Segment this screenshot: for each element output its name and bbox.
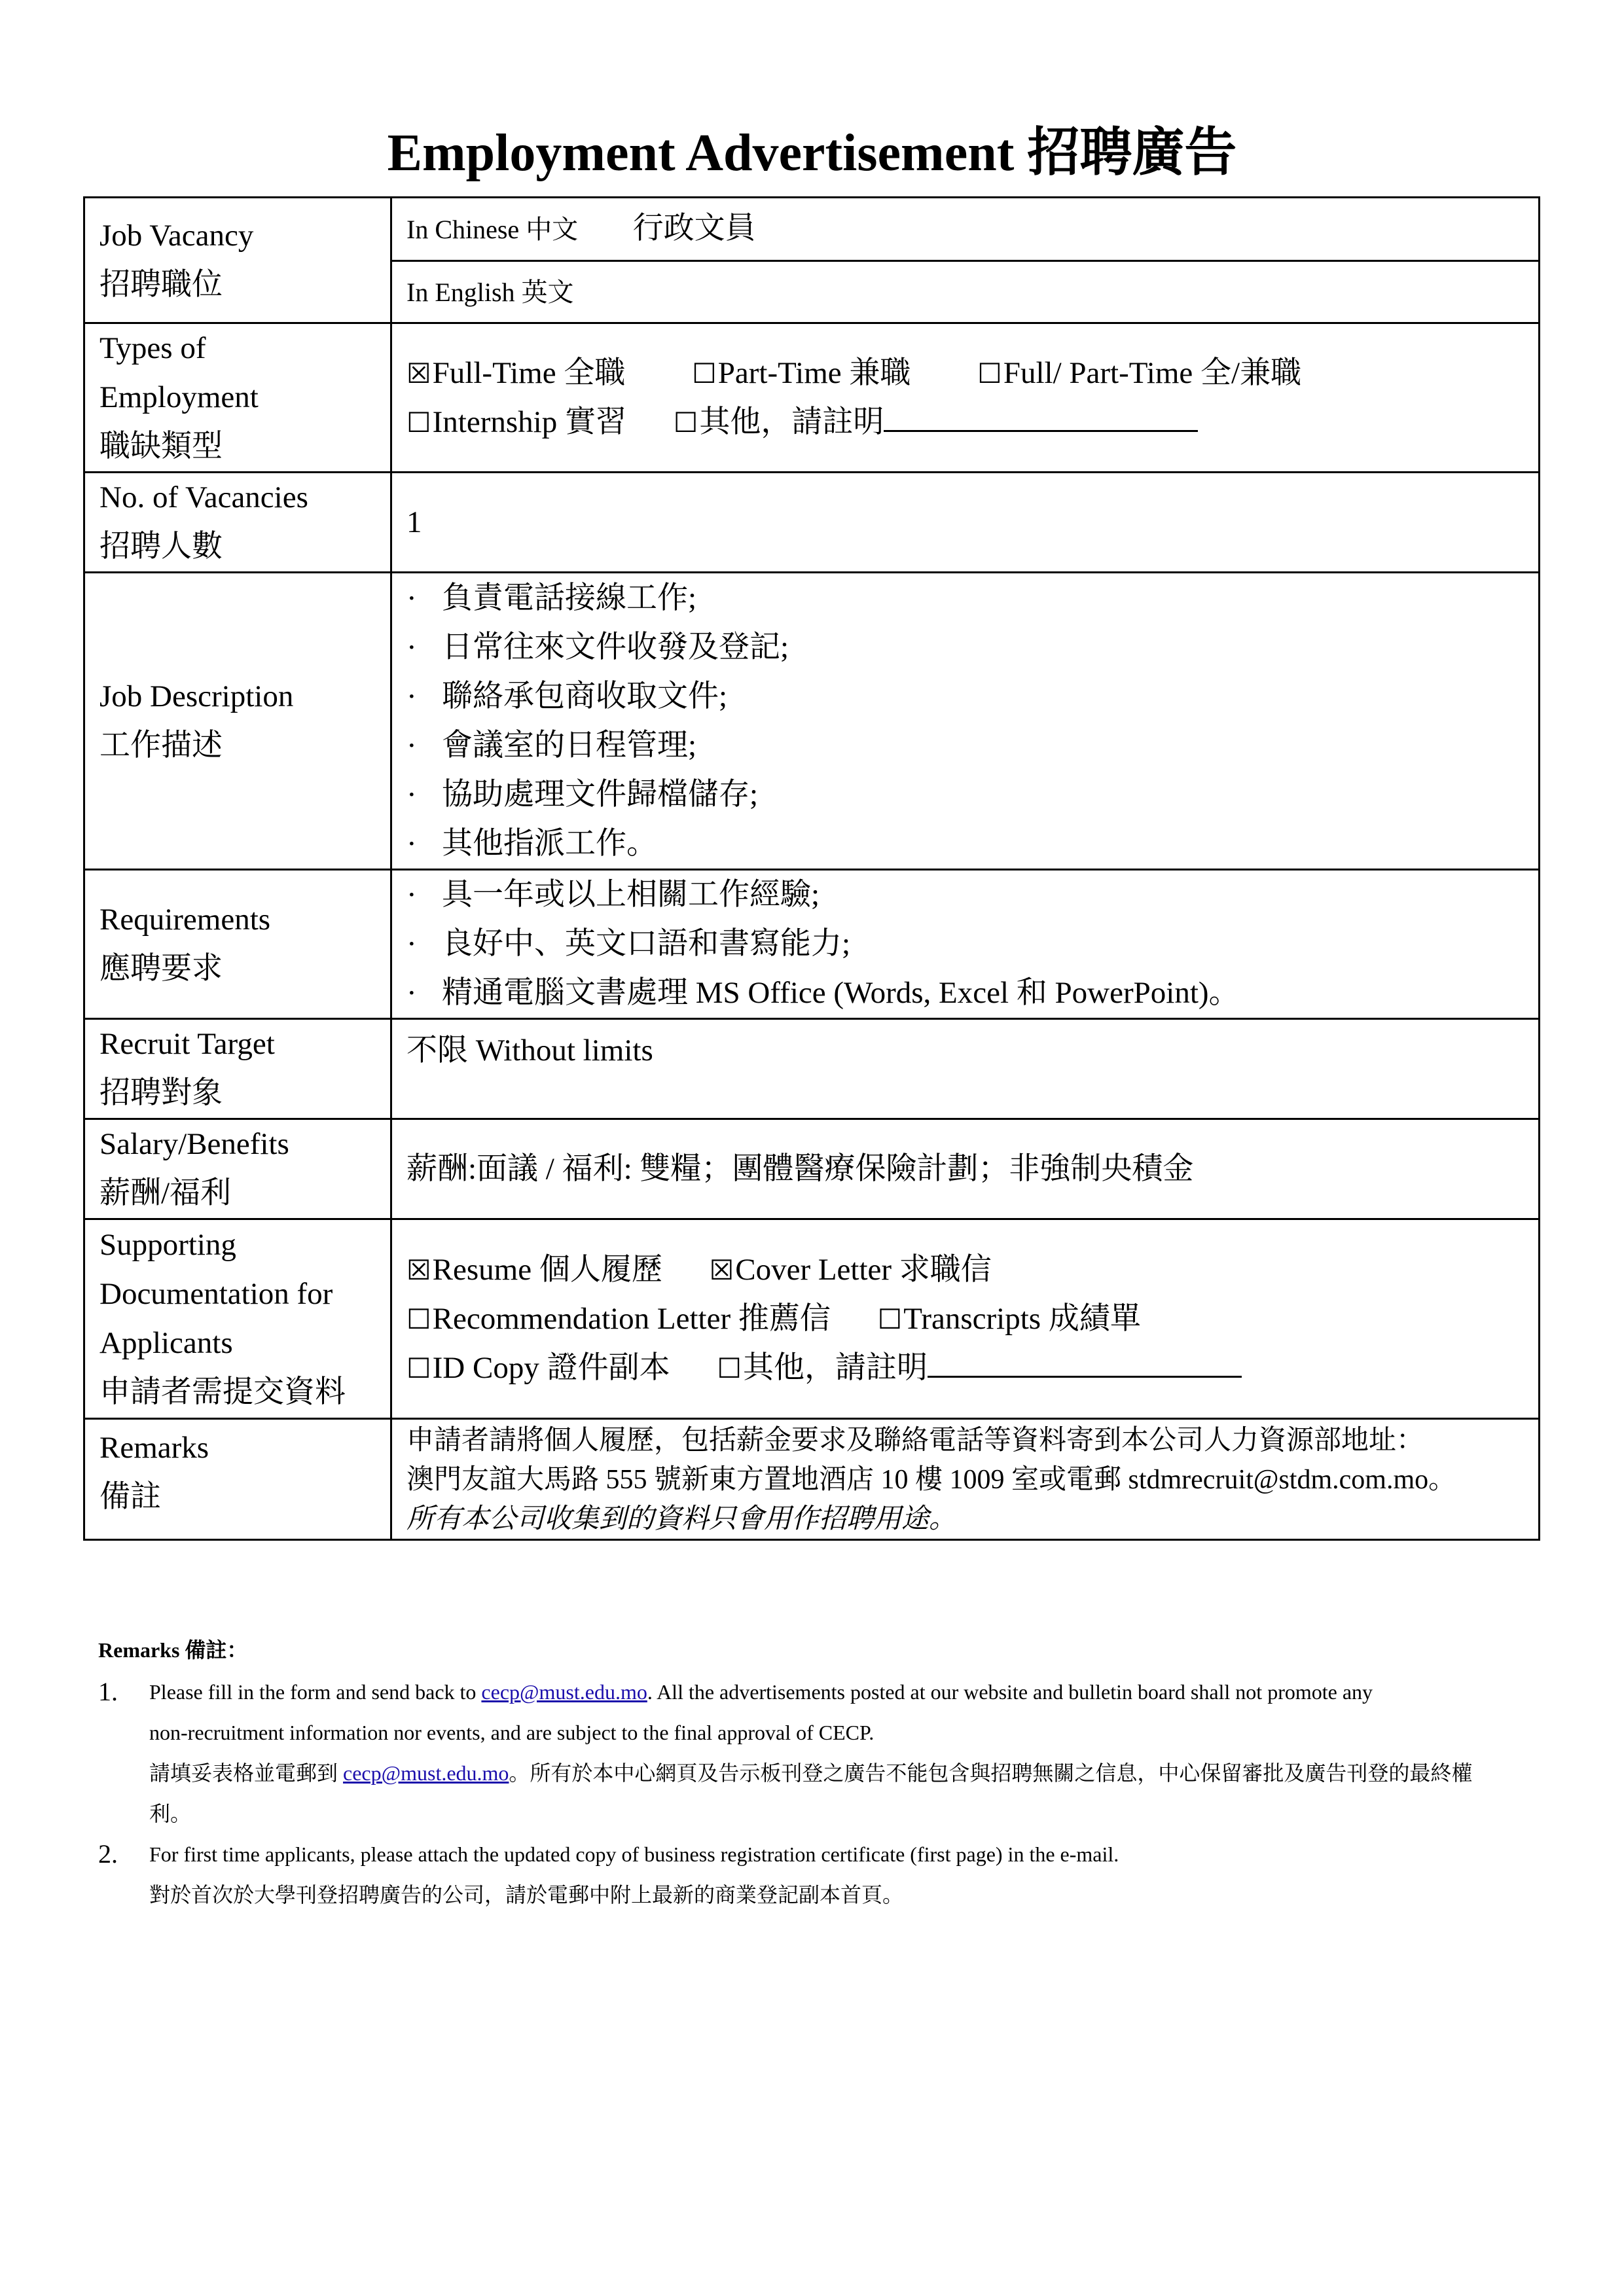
vacancies-row (84, 473, 1540, 573)
option-resume[interactable] (406, 1253, 662, 1287)
footer-remark-item-2 (98, 1834, 1551, 1915)
option-internship[interactable] (406, 405, 626, 439)
option-other-document[interactable] (717, 1351, 928, 1385)
employment-type-options (391, 323, 1540, 473)
checkbox-unchecked-icon: ☐ (406, 1352, 431, 1384)
documentation-label-en1: Supporting (99, 1228, 236, 1262)
list-item (406, 870, 1524, 920)
list-item-text: 良好中、英文口語和書寫能力; (442, 927, 851, 961)
chinese-title-value: 行政文員 (632, 211, 756, 245)
bullet-icon: · (406, 878, 417, 912)
job-vacancy-label (84, 198, 391, 323)
bullet-icon: · (406, 679, 417, 713)
item-text: Please fill in the form and send back to (149, 1680, 482, 1704)
email-link[interactable]: cecp@must.edu.mo (343, 1761, 509, 1785)
option-label: Part-Time 兼職 (717, 355, 911, 390)
documentation-label-en3: Applicants (99, 1326, 233, 1360)
item-number: 1. (98, 1677, 118, 1706)
documentation-label-zh: 申請者需提交資料 (99, 1375, 346, 1409)
checkbox-unchecked-icon: ☐ (692, 357, 717, 389)
other-document-blank-line[interactable] (928, 1347, 1242, 1378)
salary-value[interactable]: 薪酬:面議 / 福利: 雙糧；團體醫療保險計劃；非強制央積金 (391, 1119, 1540, 1219)
list-item (406, 819, 1524, 869)
option-label: Recommendation Letter 推薦信 (432, 1301, 831, 1336)
salary-label-zh: 薪酬/福利 (99, 1176, 232, 1210)
checkbox-unchecked-icon: ☐ (673, 406, 698, 439)
remarks-line-3: 所有本公司收集到的資料只會用作招聘用途。 (406, 1504, 957, 1534)
email-link[interactable]: cecp@must.edu.mo (481, 1680, 647, 1704)
employment-type-label (84, 323, 391, 473)
item-text: 。所有於本中心網頁及告示板刊登之廣告不能包含與招聘無關之信息，中心保留審批及廣告刊登的最終權 (509, 1761, 1473, 1785)
list-item-text: 負責電話接線工作; (442, 581, 697, 615)
list-item (406, 920, 1524, 969)
list-item (406, 770, 1524, 819)
recruit-target-value[interactable]: 不限 Without limits (391, 1019, 1540, 1119)
employment-type-row (84, 323, 1540, 473)
english-label: In English 英文 (406, 278, 574, 307)
bullet-icon: · (406, 581, 417, 615)
list-item-text: 聯絡承包商收取文件; (442, 679, 728, 713)
recruit-target-row (84, 1019, 1540, 1119)
employment-type-label-en1: Types of (99, 331, 206, 365)
other-blank-line[interactable] (884, 401, 1198, 432)
option-full-time[interactable] (406, 356, 625, 390)
vacancies-value[interactable]: 1 (391, 473, 1540, 573)
bullet-icon: · (406, 927, 417, 961)
option-label: Resume 個人履歷 (432, 1252, 662, 1287)
option-id-copy[interactable] (406, 1351, 670, 1385)
list-item (406, 721, 1524, 770)
option-label: Full/ Part-Time 全/兼職 (1003, 355, 1302, 390)
job-vacancy-english-cell[interactable] (391, 261, 1540, 323)
option-label: Cover Letter 求職信 (735, 1252, 992, 1287)
salary-label (84, 1119, 391, 1219)
requirements-label (84, 870, 391, 1019)
bullet-icon: · (406, 630, 417, 664)
item-text: For first time applicants, please attach the updated copy of business registration certificate (first page) in the e-mail. (149, 1842, 1119, 1866)
table-remarks-label (84, 1419, 391, 1540)
bullet-icon: · (406, 728, 417, 762)
checkbox-unchecked-icon: ☐ (406, 406, 431, 439)
option-label: ID Copy 證件副本 (432, 1350, 670, 1385)
option-label: 其他，請註明 (743, 1350, 928, 1385)
table-remarks-value[interactable] (391, 1419, 1540, 1540)
bullet-icon: · (406, 826, 417, 861)
job-vacancy-label-en: Job Vacancy (99, 218, 254, 253)
table-remarks-label-zh: 備註 (99, 1480, 161, 1514)
option-part-time[interactable] (692, 356, 911, 390)
chinese-label: In Chinese 中文 (406, 215, 579, 244)
requirements-label-zh: 應聘要求 (99, 951, 223, 986)
table-remarks-row (84, 1419, 1540, 1540)
list-item-text: 協助處理文件歸檔儲存; (442, 777, 759, 812)
checkbox-unchecked-icon: ☐ (717, 1352, 742, 1384)
employment-type-label-en2: Employment (99, 380, 259, 414)
requirements-list[interactable] (391, 870, 1540, 1019)
job-description-label-zh: 工作描述 (99, 728, 223, 762)
salary-row (84, 1119, 1540, 1219)
documentation-label (84, 1219, 391, 1419)
checkbox-checked-icon: ☒ (406, 357, 431, 389)
documentation-row (84, 1219, 1540, 1419)
option-label: 其他，請註明 (699, 404, 884, 439)
list-item-text: 精通電腦文書處理 MS Office (Words, Excel 和 PowerPoint)。 (442, 976, 1240, 1010)
option-other[interactable] (674, 405, 884, 439)
option-label: Transcripts 成績單 (903, 1301, 1141, 1336)
list-item-text: 其他指派工作。 (442, 826, 657, 861)
advertisement-form-table (83, 196, 1540, 1541)
item-text: 利。 (149, 1802, 192, 1825)
checkbox-unchecked-icon: ☐ (977, 357, 1002, 389)
item-text: . All the advertisements posted at our website and bulletin board shall not promote any (647, 1680, 1373, 1704)
employment-type-label-zh: 職缺類型 (99, 429, 223, 463)
recruit-target-label (84, 1019, 391, 1119)
option-recommendation-letter[interactable] (406, 1302, 831, 1336)
remarks-line-1: 申請者請將個人履歷，包括薪金要求及聯絡電話等資料寄到本公司人力資源部地址： (406, 1426, 1424, 1456)
requirements-row (84, 870, 1540, 1019)
bullet-icon: · (406, 777, 417, 812)
vacancies-label (84, 473, 391, 573)
job-description-label (84, 573, 391, 870)
requirements-label-en: Requirements (99, 902, 271, 937)
documentation-label-en2: Documentation for (99, 1277, 333, 1311)
list-item-text: 會議室的日程管理; (442, 728, 697, 762)
checkbox-unchecked-icon: ☐ (877, 1302, 903, 1335)
option-transcripts[interactable] (878, 1302, 1141, 1336)
bullet-icon: · (406, 976, 417, 1010)
documentation-options (391, 1219, 1540, 1419)
item-text: 請填妥表格並電郵到 (149, 1761, 344, 1785)
job-description-row (84, 573, 1540, 870)
item-text: 對於首次於大學刊登招聘廣告的公司，請於電郵中附上最新的商業登記副本首頁。 (149, 1883, 904, 1907)
footer-remarks-heading: Remarks 備註： (98, 1638, 248, 1662)
job-vacancy-chinese-cell[interactable] (391, 198, 1540, 261)
option-full-part-time[interactable] (977, 356, 1301, 390)
job-vacancy-label-zh: 招聘職位 (99, 267, 223, 302)
vacancies-label-en: No. of Vacancies (99, 480, 308, 514)
page-title: Employment Advertisement 招聘廣告 (387, 124, 1237, 182)
checkbox-unchecked-icon: ☐ (406, 1302, 431, 1335)
salary-label-en: Salary/Benefits (99, 1127, 289, 1161)
list-item (406, 969, 1524, 1018)
list-item-text: 具一年或以上相關工作經驗; (442, 878, 820, 912)
list-item (406, 623, 1524, 672)
job-description-list[interactable] (391, 573, 1540, 870)
table-remarks-label-en: Remarks (99, 1431, 209, 1465)
option-label: Full-Time 全職 (432, 355, 626, 390)
job-description-label-en: Job Description (99, 679, 294, 713)
job-vacancy-row-chinese (84, 198, 1540, 261)
item-number: 2. (98, 1839, 118, 1869)
list-item (406, 672, 1524, 721)
option-cover-letter[interactable] (710, 1253, 992, 1287)
checkbox-checked-icon: ☒ (709, 1253, 734, 1286)
footer-remarks (98, 1630, 1551, 1915)
checkbox-checked-icon: ☒ (406, 1253, 431, 1286)
option-label: Internship 實習 (432, 404, 626, 439)
remarks-line-2: 澳門友誼大馬路 555 號新東方置地酒店 10 樓 1009 室或電郵 stdmrecruit@stdm.com.mo。 (406, 1465, 1456, 1495)
recruit-target-label-en: Recruit Target (99, 1027, 275, 1061)
recruit-target-label-zh: 招聘對象 (99, 1076, 223, 1110)
vacancies-label-zh: 招聘人數 (99, 529, 223, 564)
list-item-text: 日常往來文件收發及登記; (442, 630, 789, 664)
footer-remark-item-1 (98, 1672, 1551, 1834)
list-item (406, 574, 1524, 623)
item-text: non-recruitment information nor events, and are subject to the final approval of CECP. (149, 1721, 875, 1744)
